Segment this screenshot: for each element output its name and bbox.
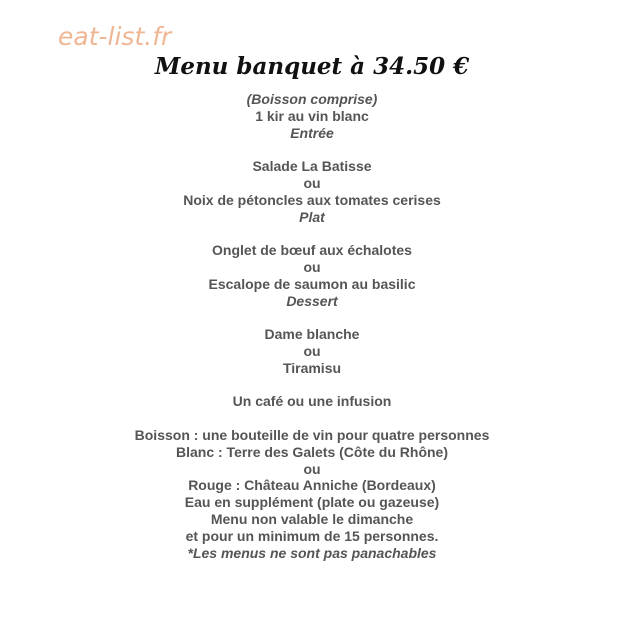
boisson-comprise-note: (Boisson comprise)	[246, 91, 378, 107]
plat-heading: Plat	[299, 208, 325, 225]
site-watermark: eat-list.fr	[58, 22, 172, 51]
plat-or: ou	[303, 258, 321, 275]
non-valable-note: Menu non valable le dimanche	[210, 510, 414, 527]
menu-title: Menu banquet à 34.50 €	[154, 53, 470, 80]
spacer	[0, 141, 624, 158]
spacer	[0, 410, 624, 427]
kir-item: 1 kir au vin blanc	[255, 107, 369, 124]
spacer	[0, 225, 624, 242]
entree-heading: Entrée	[290, 124, 334, 141]
menu-content	[0, 91, 624, 561]
boisson-detail: Boisson : une bouteille de vin pour quatre personnes	[134, 426, 490, 443]
eau-supplement: Eau en supplément (plate ou gazeuse)	[184, 494, 440, 511]
entree-or: ou	[303, 174, 321, 191]
entree-option-1: Salade La Batisse	[252, 158, 372, 175]
minimum-note: et pour un minimum de 15 personnes.	[185, 527, 439, 544]
plat-option-1: Onglet de bœuf aux échalotes	[212, 242, 412, 259]
cafe-item: Un café ou une infusion	[232, 393, 392, 410]
dessert-heading: Dessert	[286, 292, 338, 309]
entree-option-2: Noix de pétoncles aux tomates cerises	[183, 191, 441, 208]
dessert-option-2: Tiramisu	[282, 359, 342, 376]
vin-blanc: Blanc : Terre des Galets (Côte du Rhône)	[175, 443, 448, 460]
vin-or: ou	[303, 460, 321, 477]
dessert-or: ou	[303, 342, 321, 359]
vin-rouge: Rouge : Château Anniche (Bordeaux)	[188, 477, 436, 494]
spacer	[0, 309, 624, 326]
dessert-option-1: Dame blanche	[264, 326, 360, 343]
spacer	[0, 377, 624, 394]
panachables-note: *Les menus ne sont pas panachables	[187, 544, 437, 561]
plat-option-2: Escalope de saumon au basilic	[208, 275, 416, 292]
